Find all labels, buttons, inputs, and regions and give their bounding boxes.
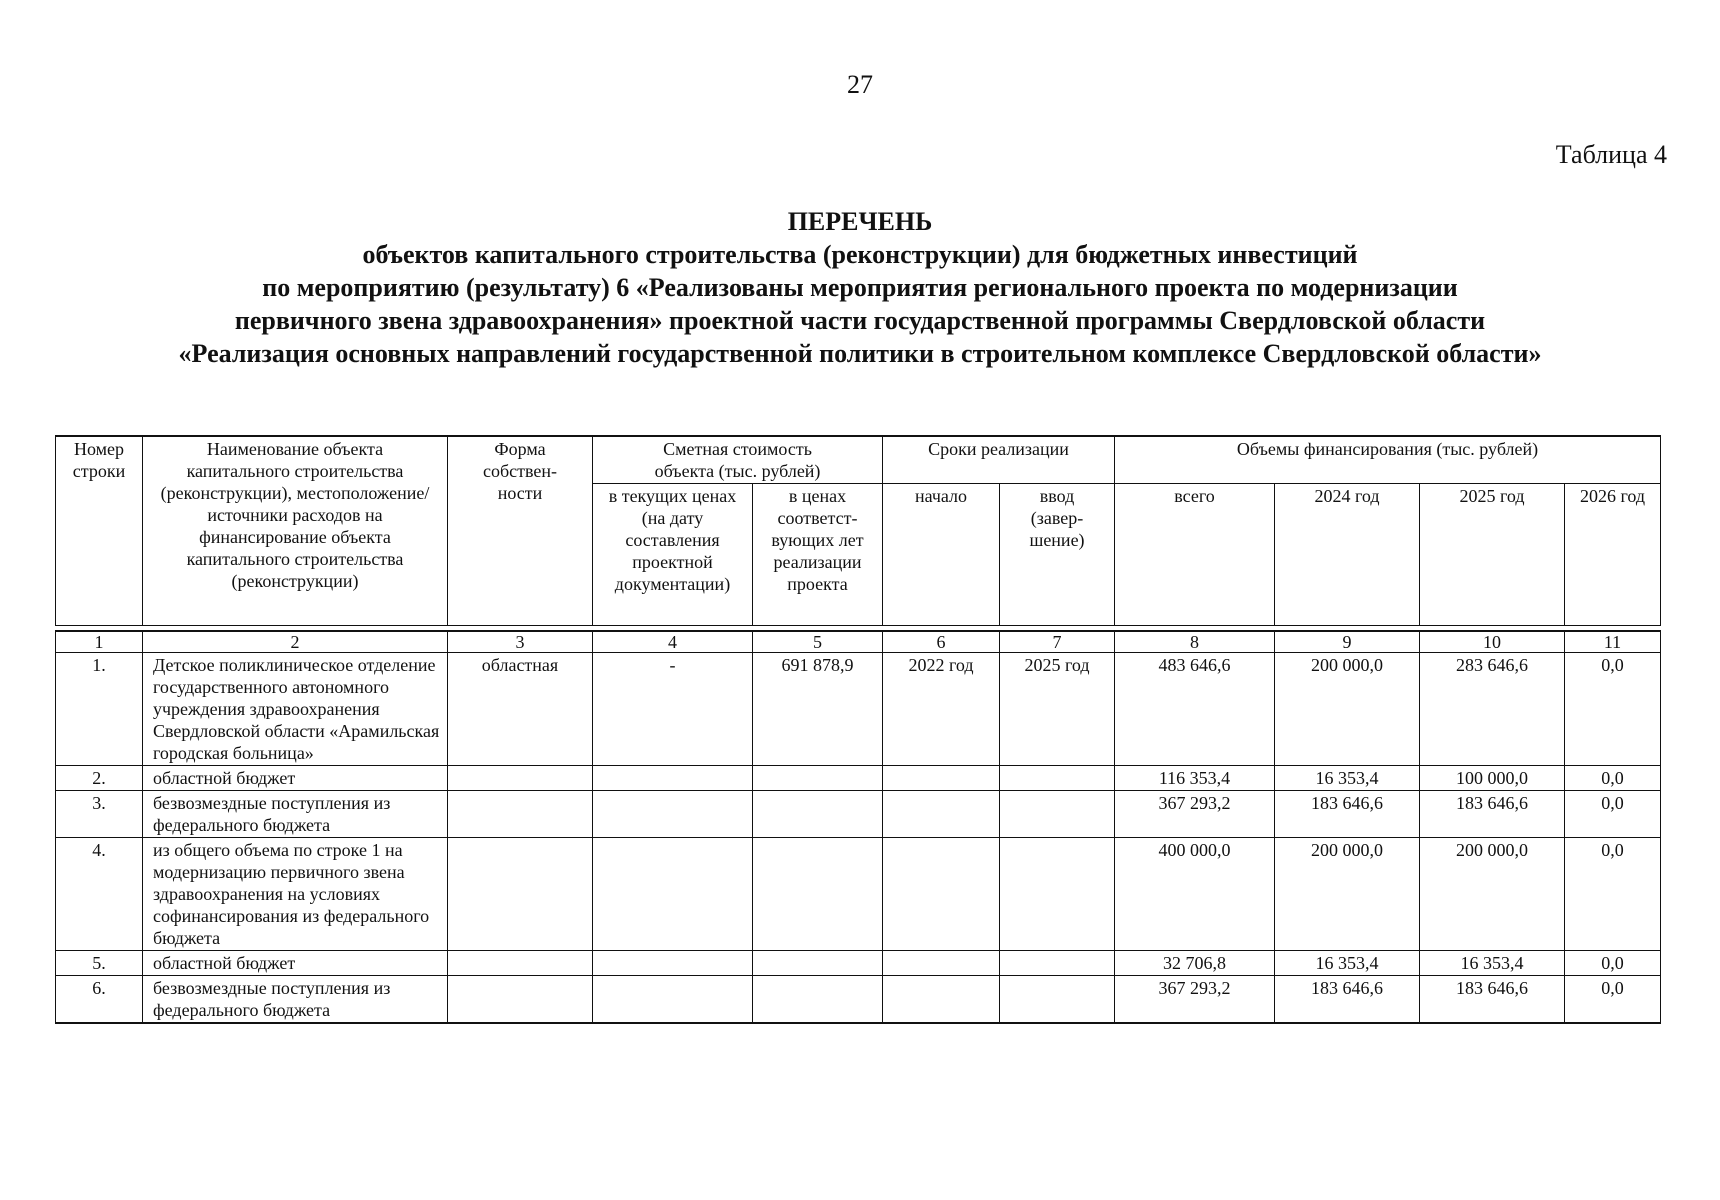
completion-cell — [1000, 951, 1115, 976]
total-cell: 483 646,6 — [1115, 653, 1275, 766]
title-line: объектов капитального строительства (реконструкции) для бюджетных инвестиций — [362, 240, 1358, 269]
object-name: областной бюджет — [143, 766, 448, 791]
object-name: из общего объема по строке 1 на модернизацию первичного звена здравоохранения на условиях софинансирования из федерального бюджета — [143, 838, 448, 951]
column-number: 6 — [883, 631, 1000, 653]
y2026-cell: 0,0 — [1565, 976, 1661, 1024]
y2026-cell: 0,0 — [1565, 791, 1661, 838]
y2024-cell: 183 646,6 — [1275, 976, 1420, 1024]
row-number: 5. — [56, 951, 143, 976]
column-number: 4 — [593, 631, 753, 653]
column-number: 8 — [1115, 631, 1275, 653]
cost-current-cell: - — [593, 653, 753, 766]
header-cost-years: в ценах соответст-вующих лет реализации проекта — [753, 484, 883, 626]
column-numbers-row — [56, 631, 1661, 653]
ownership-cell: областная — [448, 653, 593, 766]
y2025-cell: 183 646,6 — [1420, 976, 1565, 1024]
ownership-cell — [448, 766, 593, 791]
cost-current-cell — [593, 766, 753, 791]
title-line: первичного звена здравоохранения» проектной части государственной программы Свердловской области — [234, 306, 1486, 335]
header-row-number: Номер строки — [56, 436, 143, 626]
header-implementation-terms: Сроки реализации — [883, 436, 1115, 484]
start-cell — [883, 838, 1000, 951]
y2024-cell: 16 353,4 — [1275, 951, 1420, 976]
document-title — [0, 205, 1720, 370]
cost-current-cell — [593, 976, 753, 1024]
total-cell: 32 706,8 — [1115, 951, 1275, 976]
y2025-cell: 200 000,0 — [1420, 838, 1565, 951]
table-row — [56, 951, 1661, 976]
object-name: областной бюджет — [143, 951, 448, 976]
table-row — [56, 766, 1661, 791]
objects-table — [55, 435, 1661, 1024]
column-number: 3 — [448, 631, 593, 653]
table-row — [56, 976, 1661, 1024]
y2024-cell: 183 646,6 — [1275, 791, 1420, 838]
title-line: по мероприятию (результату) 6 «Реализованы мероприятия регионального проекта по модернизации — [262, 273, 1458, 302]
column-number: 7 — [1000, 631, 1115, 653]
row-number: 6. — [56, 976, 143, 1024]
cost-current-cell — [593, 951, 753, 976]
y2024-cell: 200 000,0 — [1275, 653, 1420, 766]
start-cell — [883, 791, 1000, 838]
header-completion: ввод (завер-шение) — [1000, 484, 1115, 626]
completion-cell — [1000, 791, 1115, 838]
header-object-name: Наименование объекта капитального строительства (реконструкции), местоположение/ источники расходов на финансирование объекта капитального строительства (реконструкции) — [143, 436, 448, 626]
y2025-cell: 183 646,6 — [1420, 791, 1565, 838]
cost-years-cell — [753, 791, 883, 838]
completion-cell — [1000, 838, 1115, 951]
completion-cell — [1000, 976, 1115, 1024]
row-number: 1. — [56, 653, 143, 766]
object-name: безвозмездные поступления из федерального бюджета — [143, 791, 448, 838]
header-ownership: Форма собствен-ности — [448, 436, 593, 626]
object-name: Детское поликлиническое отделение государственного автономного учреждения здравоохранения Свердловской области «Арамильская городская больница» — [143, 653, 448, 766]
ownership-cell — [448, 838, 593, 951]
object-name: безвозмездные поступления из федерального бюджета — [143, 976, 448, 1024]
y2026-cell: 0,0 — [1565, 838, 1661, 951]
title-heading: ПЕРЕЧЕНЬ — [787, 207, 933, 236]
start-cell: 2022 год — [883, 653, 1000, 766]
y2024-cell: 200 000,0 — [1275, 838, 1420, 951]
start-cell — [883, 976, 1000, 1024]
header-estimated-cost: Сметная стоимость объекта (тыс. рублей) — [593, 436, 883, 484]
cost-current-cell — [593, 791, 753, 838]
cost-years-cell — [753, 976, 883, 1024]
column-number: 2 — [143, 631, 448, 653]
cost-years-cell — [753, 838, 883, 951]
header-total: всего — [1115, 484, 1275, 626]
y2026-cell: 0,0 — [1565, 766, 1661, 791]
cost-years-cell — [753, 951, 883, 976]
y2025-cell: 16 353,4 — [1420, 951, 1565, 976]
cost-years-cell — [753, 766, 883, 791]
column-number: 9 — [1275, 631, 1420, 653]
column-number: 11 — [1565, 631, 1661, 653]
header-start: начало — [883, 484, 1000, 626]
y2025-cell: 100 000,0 — [1420, 766, 1565, 791]
completion-cell — [1000, 766, 1115, 791]
column-number: 5 — [753, 631, 883, 653]
total-cell: 400 000,0 — [1115, 838, 1275, 951]
column-number: 1 — [56, 631, 143, 653]
start-cell — [883, 951, 1000, 976]
table-row — [56, 791, 1661, 838]
table-row — [56, 838, 1661, 951]
table-row — [56, 653, 1661, 766]
row-number: 4. — [56, 838, 143, 951]
header-2025: 2025 год — [1420, 484, 1565, 626]
ownership-cell — [448, 791, 593, 838]
ownership-cell — [448, 951, 593, 976]
cost-years-cell: 691 878,9 — [753, 653, 883, 766]
header-financing: Объемы финансирования (тыс. рублей) — [1115, 436, 1661, 484]
ownership-cell — [448, 976, 593, 1024]
y2024-cell: 16 353,4 — [1275, 766, 1420, 791]
header-cost-current: в текущих ценах (на дату составления проектной документации) — [593, 484, 753, 626]
total-cell: 367 293,2 — [1115, 976, 1275, 1024]
y2026-cell: 0,0 — [1565, 653, 1661, 766]
y2026-cell: 0,0 — [1565, 951, 1661, 976]
column-number: 10 — [1420, 631, 1565, 653]
page-number: 27 — [847, 70, 873, 99]
row-number: 3. — [56, 791, 143, 838]
start-cell — [883, 766, 1000, 791]
y2025-cell: 283 646,6 — [1420, 653, 1565, 766]
header-2024: 2024 год — [1275, 484, 1420, 626]
header-2026: 2026 год — [1565, 484, 1661, 626]
row-number: 2. — [56, 766, 143, 791]
total-cell: 116 353,4 — [1115, 766, 1275, 791]
title-line: «Реализация основных направлений государственной политики в строительном комплексе Свердловской области» — [178, 339, 1542, 368]
total-cell: 367 293,2 — [1115, 791, 1275, 838]
completion-cell: 2025 год — [1000, 653, 1115, 766]
cost-current-cell — [593, 838, 753, 951]
table-label: Таблица 4 — [1555, 140, 1667, 169]
